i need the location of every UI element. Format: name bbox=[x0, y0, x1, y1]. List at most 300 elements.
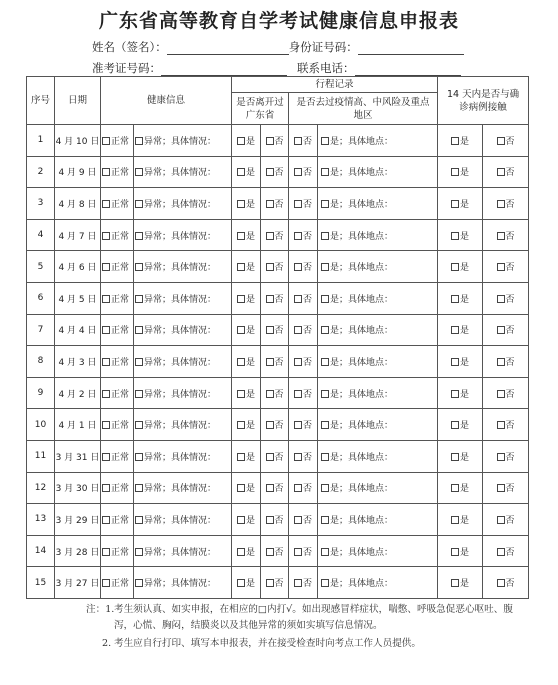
left-gd-yes bbox=[232, 346, 261, 378]
yes-label: 是 bbox=[460, 484, 470, 495]
risk-no bbox=[289, 314, 318, 346]
contact-no bbox=[483, 504, 529, 536]
row-seq: 5 bbox=[27, 251, 55, 283]
abnormal-label: 异常；具体情况： bbox=[144, 515, 217, 526]
left-gd-yes-checkbox[interactable] bbox=[237, 137, 245, 145]
health-normal bbox=[101, 314, 134, 346]
contact-yes bbox=[438, 188, 483, 220]
contact-no bbox=[483, 440, 529, 472]
left-gd-yes bbox=[232, 472, 261, 504]
contact-yes-checkbox[interactable] bbox=[451, 453, 459, 461]
exam-id-field[interactable] bbox=[161, 63, 287, 76]
risk-yes-checkbox[interactable] bbox=[321, 326, 329, 334]
abnormal-checkbox[interactable] bbox=[135, 358, 143, 366]
risk-yes-checkbox[interactable] bbox=[321, 232, 329, 240]
left-gd-yes-checkbox[interactable] bbox=[237, 358, 245, 366]
contact-no-checkbox[interactable] bbox=[497, 390, 505, 398]
normal-checkbox[interactable] bbox=[102, 421, 110, 429]
normal-label: 正常 bbox=[111, 136, 130, 147]
location-label: 是；具体地点： bbox=[330, 263, 394, 274]
left-gd-yes-checkbox[interactable] bbox=[237, 232, 245, 240]
normal-checkbox[interactable] bbox=[102, 358, 110, 366]
risk-yes-checkbox[interactable] bbox=[321, 516, 329, 524]
row-seq: 13 bbox=[27, 504, 55, 536]
risk-no bbox=[289, 251, 318, 283]
risk-no-checkbox[interactable] bbox=[294, 263, 302, 271]
health-abnormal bbox=[134, 440, 232, 472]
location-label: 是；具体地点： bbox=[330, 136, 394, 147]
left-gd-no-checkbox[interactable] bbox=[266, 232, 274, 240]
contact-yes bbox=[438, 346, 483, 378]
contact-yes bbox=[438, 282, 483, 314]
location-label: 是；具体地点： bbox=[330, 515, 394, 526]
risk-yes-checkbox[interactable] bbox=[321, 295, 329, 303]
contact-yes-checkbox[interactable] bbox=[451, 168, 459, 176]
no-label: 否 bbox=[274, 294, 284, 305]
no-label: 否 bbox=[505, 484, 515, 495]
risk-no-checkbox[interactable] bbox=[294, 548, 302, 556]
left-gd-yes bbox=[232, 125, 261, 157]
note-2-number: 2. bbox=[102, 638, 112, 649]
table-row bbox=[27, 314, 529, 346]
risk-no-checkbox[interactable] bbox=[294, 421, 302, 429]
abnormal-label: 异常；具体情况： bbox=[144, 263, 217, 274]
left-gd-no bbox=[261, 346, 289, 378]
abnormal-label: 异常；具体情况： bbox=[144, 136, 217, 147]
location-label: 是；具体地点： bbox=[330, 326, 394, 337]
left-gd-yes-checkbox[interactable] bbox=[237, 168, 245, 176]
contact-yes-checkbox[interactable] bbox=[451, 358, 459, 366]
header-risk-area: 是否去过疫情高、中风险及重点地区 bbox=[289, 93, 438, 125]
abnormal-label: 异常；具体情况： bbox=[144, 421, 217, 432]
yes-label: 是 bbox=[460, 294, 470, 305]
contact-yes bbox=[438, 409, 483, 441]
left-gd-no bbox=[261, 188, 289, 220]
yes-label: 是 bbox=[460, 452, 470, 463]
contact-no bbox=[483, 377, 529, 409]
health-normal bbox=[101, 282, 134, 314]
left-gd-no-checkbox[interactable] bbox=[266, 579, 274, 587]
contact-no bbox=[483, 535, 529, 567]
abnormal-checkbox[interactable] bbox=[135, 390, 143, 398]
left-gd-yes bbox=[232, 440, 261, 472]
contact-no-checkbox[interactable] bbox=[497, 326, 505, 334]
left-gd-yes bbox=[232, 377, 261, 409]
row-date: 4 月 3 日 bbox=[55, 346, 101, 378]
risk-no-checkbox[interactable] bbox=[294, 579, 302, 587]
contact-no-checkbox[interactable] bbox=[497, 421, 505, 429]
location-label: 是；具体地点： bbox=[330, 484, 394, 495]
risk-yes-checkbox[interactable] bbox=[321, 168, 329, 176]
no-label: 否 bbox=[505, 168, 515, 179]
left-gd-no bbox=[261, 409, 289, 441]
risk-no-checkbox[interactable] bbox=[294, 200, 302, 208]
left-gd-no-checkbox[interactable] bbox=[266, 548, 274, 556]
risk-no-checkbox[interactable] bbox=[294, 168, 302, 176]
left-gd-yes-checkbox[interactable] bbox=[237, 484, 245, 492]
abnormal-checkbox[interactable] bbox=[135, 200, 143, 208]
contact-no bbox=[483, 567, 529, 599]
normal-checkbox[interactable] bbox=[102, 516, 110, 524]
contact-no-checkbox[interactable] bbox=[497, 168, 505, 176]
contact-no bbox=[483, 409, 529, 441]
left-gd-no-checkbox[interactable] bbox=[266, 295, 274, 303]
contact-yes bbox=[438, 535, 483, 567]
left-gd-no bbox=[261, 156, 289, 188]
risk-no bbox=[289, 125, 318, 157]
location-label: 是；具体地点： bbox=[330, 547, 394, 558]
contact-no-checkbox[interactable] bbox=[497, 263, 505, 271]
abnormal-checkbox[interactable] bbox=[135, 326, 143, 334]
contact-yes-checkbox[interactable] bbox=[451, 232, 459, 240]
contact-yes-checkbox[interactable] bbox=[451, 326, 459, 334]
health-normal bbox=[101, 535, 134, 567]
location-label: 是；具体地点： bbox=[330, 168, 394, 179]
no-label: 否 bbox=[303, 421, 313, 432]
yes-label: 是 bbox=[246, 579, 256, 590]
contact-no bbox=[483, 472, 529, 504]
left-gd-yes-checkbox[interactable] bbox=[237, 516, 245, 524]
abnormal-label: 异常；具体情况： bbox=[144, 294, 217, 305]
left-gd-no-checkbox[interactable] bbox=[266, 168, 274, 176]
contact-yes-checkbox[interactable] bbox=[451, 137, 459, 145]
no-label: 否 bbox=[274, 263, 284, 274]
left-gd-yes-checkbox[interactable] bbox=[237, 326, 245, 334]
row-seq: 7 bbox=[27, 314, 55, 346]
abnormal-checkbox[interactable] bbox=[135, 295, 143, 303]
contact-no-checkbox[interactable] bbox=[497, 200, 505, 208]
table-row bbox=[27, 567, 529, 599]
contact-no bbox=[483, 219, 529, 251]
contact-no bbox=[483, 346, 529, 378]
contact-no-checkbox[interactable] bbox=[497, 358, 505, 366]
contact-yes-checkbox[interactable] bbox=[451, 263, 459, 271]
abnormal-checkbox[interactable] bbox=[135, 168, 143, 176]
risk-no-checkbox[interactable] bbox=[294, 516, 302, 524]
risk-yes-location bbox=[318, 377, 438, 409]
left-gd-yes bbox=[232, 314, 261, 346]
row-date: 4 月 4 日 bbox=[55, 314, 101, 346]
contact-yes-checkbox[interactable] bbox=[451, 548, 459, 556]
left-gd-yes bbox=[232, 282, 261, 314]
abnormal-checkbox[interactable] bbox=[135, 484, 143, 492]
risk-yes-checkbox[interactable] bbox=[321, 358, 329, 366]
row-date: 4 月 5 日 bbox=[55, 282, 101, 314]
health-abnormal bbox=[134, 472, 232, 504]
abnormal-checkbox[interactable] bbox=[135, 137, 143, 145]
risk-no-checkbox[interactable] bbox=[294, 484, 302, 492]
risk-no bbox=[289, 567, 318, 599]
no-label: 否 bbox=[303, 263, 313, 274]
risk-no-checkbox[interactable] bbox=[294, 358, 302, 366]
health-normal bbox=[101, 504, 134, 536]
contact-yes-checkbox[interactable] bbox=[451, 579, 459, 587]
left-gd-no-checkbox[interactable] bbox=[266, 421, 274, 429]
location-label: 是；具体地点： bbox=[330, 421, 394, 432]
phone-label: 联系电话： bbox=[297, 61, 355, 75]
yes-label: 是 bbox=[246, 515, 256, 526]
risk-yes-location bbox=[318, 314, 438, 346]
risk-yes-location bbox=[318, 219, 438, 251]
contact-yes-checkbox[interactable] bbox=[451, 390, 459, 398]
left-gd-yes-checkbox[interactable] bbox=[237, 453, 245, 461]
yes-label: 是 bbox=[246, 452, 256, 463]
normal-checkbox[interactable] bbox=[102, 484, 110, 492]
left-gd-no-checkbox[interactable] bbox=[266, 358, 274, 366]
yes-label: 是 bbox=[460, 136, 470, 147]
left-gd-no-checkbox[interactable] bbox=[266, 200, 274, 208]
left-gd-yes-checkbox[interactable] bbox=[237, 421, 245, 429]
left-gd-yes bbox=[232, 251, 261, 283]
no-label: 否 bbox=[303, 515, 313, 526]
health-abnormal bbox=[134, 409, 232, 441]
health-abnormal bbox=[134, 188, 232, 220]
no-label: 否 bbox=[303, 357, 313, 368]
health-abnormal bbox=[134, 535, 232, 567]
abnormal-label: 异常；具体情况： bbox=[144, 579, 217, 590]
risk-no-checkbox[interactable] bbox=[294, 137, 302, 145]
risk-no-checkbox[interactable] bbox=[294, 390, 302, 398]
yes-label: 是 bbox=[460, 326, 470, 337]
row-date: 4 月 10 日 bbox=[55, 125, 101, 157]
contact-no bbox=[483, 156, 529, 188]
risk-yes-location bbox=[318, 504, 438, 536]
left-gd-no-checkbox[interactable] bbox=[266, 484, 274, 492]
note-2: 考生应自行打印、填写本申报表，并在接受检查时向考点工作人员提供。 bbox=[114, 638, 421, 649]
no-label: 否 bbox=[505, 294, 515, 305]
no-label: 否 bbox=[274, 484, 284, 495]
contact-yes bbox=[438, 314, 483, 346]
abnormal-checkbox[interactable] bbox=[135, 516, 143, 524]
contact-yes-checkbox[interactable] bbox=[451, 200, 459, 208]
left-gd-no-checkbox[interactable] bbox=[266, 390, 274, 398]
row-seq: 15 bbox=[27, 567, 55, 599]
no-label: 否 bbox=[505, 515, 515, 526]
exam-id-label: 准考证号码： bbox=[92, 61, 161, 75]
row-seq: 1 bbox=[27, 125, 55, 157]
risk-yes-location bbox=[318, 156, 438, 188]
contact-yes bbox=[438, 504, 483, 536]
left-gd-no bbox=[261, 504, 289, 536]
risk-no bbox=[289, 156, 318, 188]
left-gd-yes-checkbox[interactable] bbox=[237, 263, 245, 271]
contact-no-checkbox[interactable] bbox=[497, 453, 505, 461]
no-label: 否 bbox=[505, 421, 515, 432]
normal-checkbox[interactable] bbox=[102, 200, 110, 208]
left-gd-yes-checkbox[interactable] bbox=[237, 295, 245, 303]
header-seq: 序号 bbox=[27, 77, 55, 125]
health-abnormal bbox=[134, 346, 232, 378]
row-date: 4 月 7 日 bbox=[55, 219, 101, 251]
yes-label: 是 bbox=[460, 357, 470, 368]
left-gd-yes bbox=[232, 188, 261, 220]
name-field[interactable] bbox=[167, 42, 289, 55]
normal-checkbox[interactable] bbox=[102, 232, 110, 240]
health-normal bbox=[101, 188, 134, 220]
table-row bbox=[27, 472, 529, 504]
left-gd-yes-checkbox[interactable] bbox=[237, 548, 245, 556]
contact-yes bbox=[438, 377, 483, 409]
no-label: 否 bbox=[303, 484, 313, 495]
risk-no bbox=[289, 282, 318, 314]
location-label: 是；具体地点： bbox=[330, 357, 394, 368]
yes-label: 是 bbox=[460, 515, 470, 526]
header-health: 健康信息 bbox=[101, 77, 232, 125]
normal-checkbox[interactable] bbox=[102, 263, 110, 271]
health-abnormal bbox=[134, 567, 232, 599]
no-label: 否 bbox=[505, 326, 515, 337]
risk-yes-checkbox[interactable] bbox=[321, 137, 329, 145]
abnormal-checkbox[interactable] bbox=[135, 232, 143, 240]
risk-no-checkbox[interactable] bbox=[294, 232, 302, 240]
yes-label: 是 bbox=[246, 294, 256, 305]
page-title: 广东省高等教育自学考试健康信息申报表 bbox=[98, 10, 459, 32]
risk-yes-checkbox[interactable] bbox=[321, 200, 329, 208]
health-normal bbox=[101, 472, 134, 504]
table-row bbox=[27, 377, 529, 409]
contact-yes bbox=[438, 156, 483, 188]
risk-yes-checkbox[interactable] bbox=[321, 390, 329, 398]
left-gd-yes bbox=[232, 535, 261, 567]
left-gd-no-checkbox[interactable] bbox=[266, 516, 274, 524]
header-date: 日期 bbox=[55, 77, 101, 125]
abnormal-label: 异常；具体情况： bbox=[144, 199, 217, 210]
note-1: 考生须认真、如实申报，在相应的□内打√。如出现感冒样症状，喘憋、呼吸急促恶心呕吐、腹泻，心慌、胸闷，结膜炎以及其他异常的须如实填写信息情况。 bbox=[114, 604, 513, 631]
normal-checkbox[interactable] bbox=[102, 453, 110, 461]
left-gd-yes-checkbox[interactable] bbox=[237, 200, 245, 208]
normal-checkbox[interactable] bbox=[102, 168, 110, 176]
normal-checkbox[interactable] bbox=[102, 390, 110, 398]
left-gd-yes bbox=[232, 156, 261, 188]
health-normal bbox=[101, 251, 134, 283]
normal-label: 正常 bbox=[111, 421, 130, 432]
abnormal-checkbox[interactable] bbox=[135, 263, 143, 271]
left-gd-yes-checkbox[interactable] bbox=[237, 390, 245, 398]
contact-no-checkbox[interactable] bbox=[497, 232, 505, 240]
risk-no bbox=[289, 535, 318, 567]
normal-checkbox[interactable] bbox=[102, 579, 110, 587]
normal-label: 正常 bbox=[111, 231, 130, 242]
row-date: 3 月 29 日 bbox=[55, 504, 101, 536]
left-gd-no bbox=[261, 440, 289, 472]
header-contact: 14 天内是否与确诊病例接触 bbox=[438, 77, 529, 125]
no-label: 否 bbox=[274, 199, 284, 210]
no-label: 否 bbox=[505, 136, 515, 147]
contact-no-checkbox[interactable] bbox=[497, 137, 505, 145]
risk-no-checkbox[interactable] bbox=[294, 295, 302, 303]
no-label: 否 bbox=[274, 168, 284, 179]
risk-no-checkbox[interactable] bbox=[294, 453, 302, 461]
abnormal-checkbox[interactable] bbox=[135, 421, 143, 429]
contact-no-checkbox[interactable] bbox=[497, 579, 505, 587]
table-row bbox=[27, 346, 529, 378]
risk-no bbox=[289, 188, 318, 220]
health-abnormal bbox=[134, 219, 232, 251]
health-normal bbox=[101, 567, 134, 599]
risk-yes-checkbox[interactable] bbox=[321, 579, 329, 587]
contact-yes-checkbox[interactable] bbox=[451, 516, 459, 524]
contact-yes-checkbox[interactable] bbox=[451, 421, 459, 429]
no-label: 否 bbox=[303, 136, 313, 147]
normal-label: 正常 bbox=[111, 294, 130, 305]
normal-checkbox[interactable] bbox=[102, 137, 110, 145]
contact-no-checkbox[interactable] bbox=[497, 295, 505, 303]
risk-no bbox=[289, 472, 318, 504]
left-gd-no-checkbox[interactable] bbox=[266, 453, 274, 461]
declaration-table bbox=[26, 76, 529, 599]
risk-no-checkbox[interactable] bbox=[294, 326, 302, 334]
left-gd-no bbox=[261, 567, 289, 599]
risk-yes-checkbox[interactable] bbox=[321, 263, 329, 271]
left-gd-no-checkbox[interactable] bbox=[266, 137, 274, 145]
left-gd-no-checkbox[interactable] bbox=[266, 326, 274, 334]
left-gd-yes bbox=[232, 409, 261, 441]
row-date: 4 月 2 日 bbox=[55, 377, 101, 409]
no-label: 否 bbox=[274, 357, 284, 368]
yes-label: 是 bbox=[460, 389, 470, 400]
no-label: 否 bbox=[274, 231, 284, 242]
risk-yes-checkbox[interactable] bbox=[321, 484, 329, 492]
risk-yes-checkbox[interactable] bbox=[321, 421, 329, 429]
risk-yes-checkbox[interactable] bbox=[321, 453, 329, 461]
contact-no bbox=[483, 282, 529, 314]
contact-no-checkbox[interactable] bbox=[497, 516, 505, 524]
no-label: 否 bbox=[505, 547, 515, 558]
left-gd-no-checkbox[interactable] bbox=[266, 263, 274, 271]
risk-yes-location bbox=[318, 346, 438, 378]
table-row bbox=[27, 440, 529, 472]
contact-yes-checkbox[interactable] bbox=[451, 484, 459, 492]
health-normal bbox=[101, 440, 134, 472]
row-date: 4 月 8 日 bbox=[55, 188, 101, 220]
yes-label: 是 bbox=[246, 199, 256, 210]
normal-checkbox[interactable] bbox=[102, 548, 110, 556]
phone-field[interactable] bbox=[355, 63, 461, 76]
no-label: 否 bbox=[303, 294, 313, 305]
yes-label: 是 bbox=[246, 136, 256, 147]
no-label: 否 bbox=[274, 136, 284, 147]
normal-checkbox[interactable] bbox=[102, 326, 110, 334]
no-label: 否 bbox=[303, 389, 313, 400]
risk-yes-location bbox=[318, 188, 438, 220]
no-label: 否 bbox=[505, 389, 515, 400]
left-gd-yes-checkbox[interactable] bbox=[237, 579, 245, 587]
contact-yes bbox=[438, 251, 483, 283]
yes-label: 是 bbox=[246, 231, 256, 242]
contact-no-checkbox[interactable] bbox=[497, 548, 505, 556]
yes-label: 是 bbox=[460, 579, 470, 590]
health-abnormal bbox=[134, 377, 232, 409]
no-label: 否 bbox=[274, 515, 284, 526]
table-row bbox=[27, 535, 529, 567]
no-label: 否 bbox=[274, 326, 284, 337]
abnormal-checkbox[interactable] bbox=[135, 579, 143, 587]
normal-label: 正常 bbox=[111, 357, 130, 368]
header-travel: 行程记录 bbox=[232, 77, 438, 93]
left-gd-no bbox=[261, 472, 289, 504]
row-date: 4 月 1 日 bbox=[55, 409, 101, 441]
contact-no-checkbox[interactable] bbox=[497, 484, 505, 492]
abnormal-checkbox[interactable] bbox=[135, 453, 143, 461]
normal-checkbox[interactable] bbox=[102, 295, 110, 303]
contact-yes-checkbox[interactable] bbox=[451, 295, 459, 303]
no-label: 否 bbox=[274, 389, 284, 400]
abnormal-checkbox[interactable] bbox=[135, 548, 143, 556]
risk-yes-checkbox[interactable] bbox=[321, 548, 329, 556]
id-field[interactable] bbox=[358, 42, 464, 55]
row-seq: 2 bbox=[27, 156, 55, 188]
yes-label: 是 bbox=[246, 326, 256, 337]
